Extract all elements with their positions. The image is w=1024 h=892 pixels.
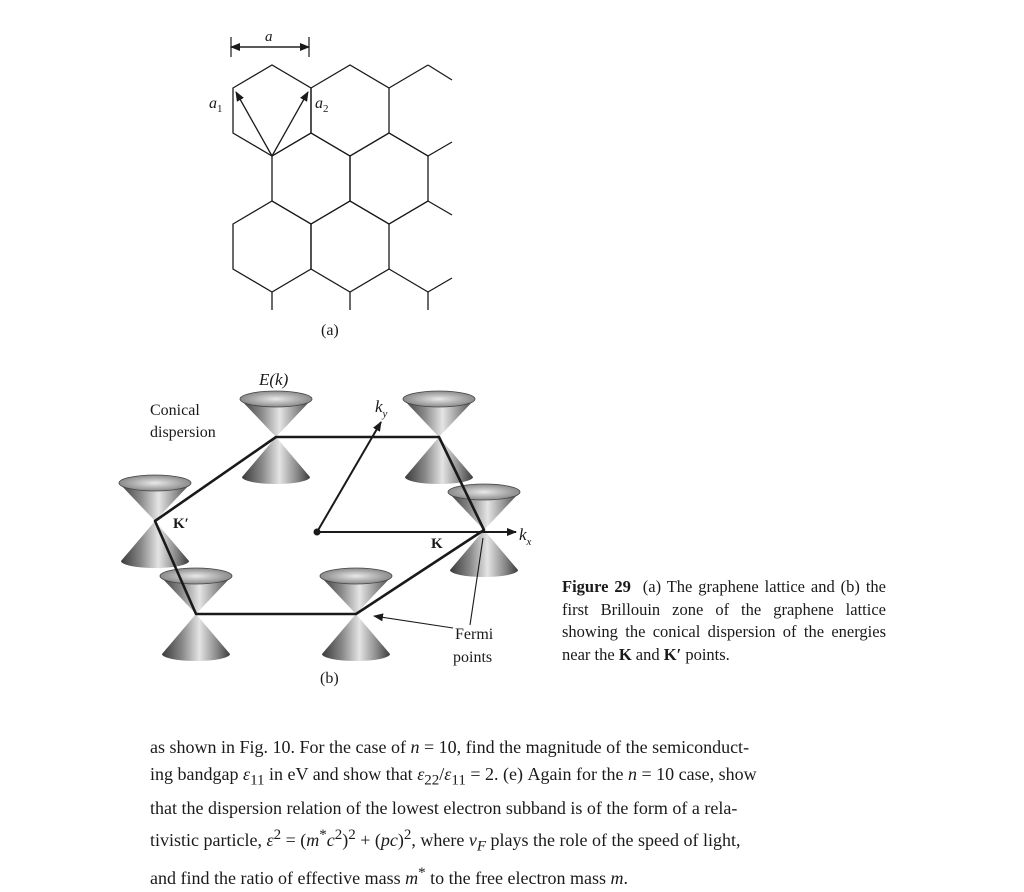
fermi-pointer-line [374,616,453,628]
caption-label: Figure 29 [562,577,631,596]
conical-dispersion-label: dispersion [150,424,216,441]
hexagon [350,133,428,224]
a1-label: $a_1$ [209,95,223,115]
caption-text-end: points. [685,644,730,664]
text-line: as shown in Fig. 10. For the case of n = 10, find the magnitude of the semiconduct- [150,737,750,757]
fermi-points-label: points [453,649,493,666]
text-line: that the dispersion relation of the lowest electron subband is of the form of a rela- [150,797,738,818]
k-prime-point-label: K′ [173,516,189,532]
figure-caption [562,576,886,666]
caption-text: (a) The graphene lattice and (b) the first Brillouin zone of the graphene lattice showing the conical dispersion of the energies near the [562,577,886,664]
panel-b-label: (b) [320,670,339,687]
hexagon [233,65,311,156]
energy-label: E(k) [259,370,289,389]
hexagon [272,133,350,224]
ky-axis [317,422,381,532]
k-point-label: K [431,536,443,552]
caption-k: K [618,644,632,664]
hexagon [233,201,311,292]
conical-dispersion-label: Conical [150,402,200,419]
problem-text [150,734,890,892]
caption-and: and [635,644,660,664]
a2-vector [272,92,308,156]
text-line: ing bandgap $\varepsilon_{11}$ in eV and show that $\varepsilon_{22}/\varepsilon_{11} = 2$. (e) Again for the n = 10 case, show [150,764,757,789]
lattice-vectors [236,92,308,156]
ky-label: $k_y$ [375,397,388,420]
hexagon [311,201,389,292]
kx-label: $k_x$ [519,525,532,548]
a1-vector [236,92,272,156]
caption-k-prime: K′ [663,644,682,664]
lattice-constant-label: a [265,29,273,45]
panel-a-label: (a) [321,322,339,339]
fermi-points-label: Fermi [455,626,494,643]
text-line: tivistic particle, $\varepsilon^2 = (m^*c^2)^2 + (pc)^2$, where $v_F$ plays the role of the speed of light, [150,826,741,855]
graphene-lattice [233,65,452,310]
a2-label: $a_2$ [315,95,329,115]
text-line: and find the ratio of effective mass m* to the free electron mass m. [150,865,628,889]
